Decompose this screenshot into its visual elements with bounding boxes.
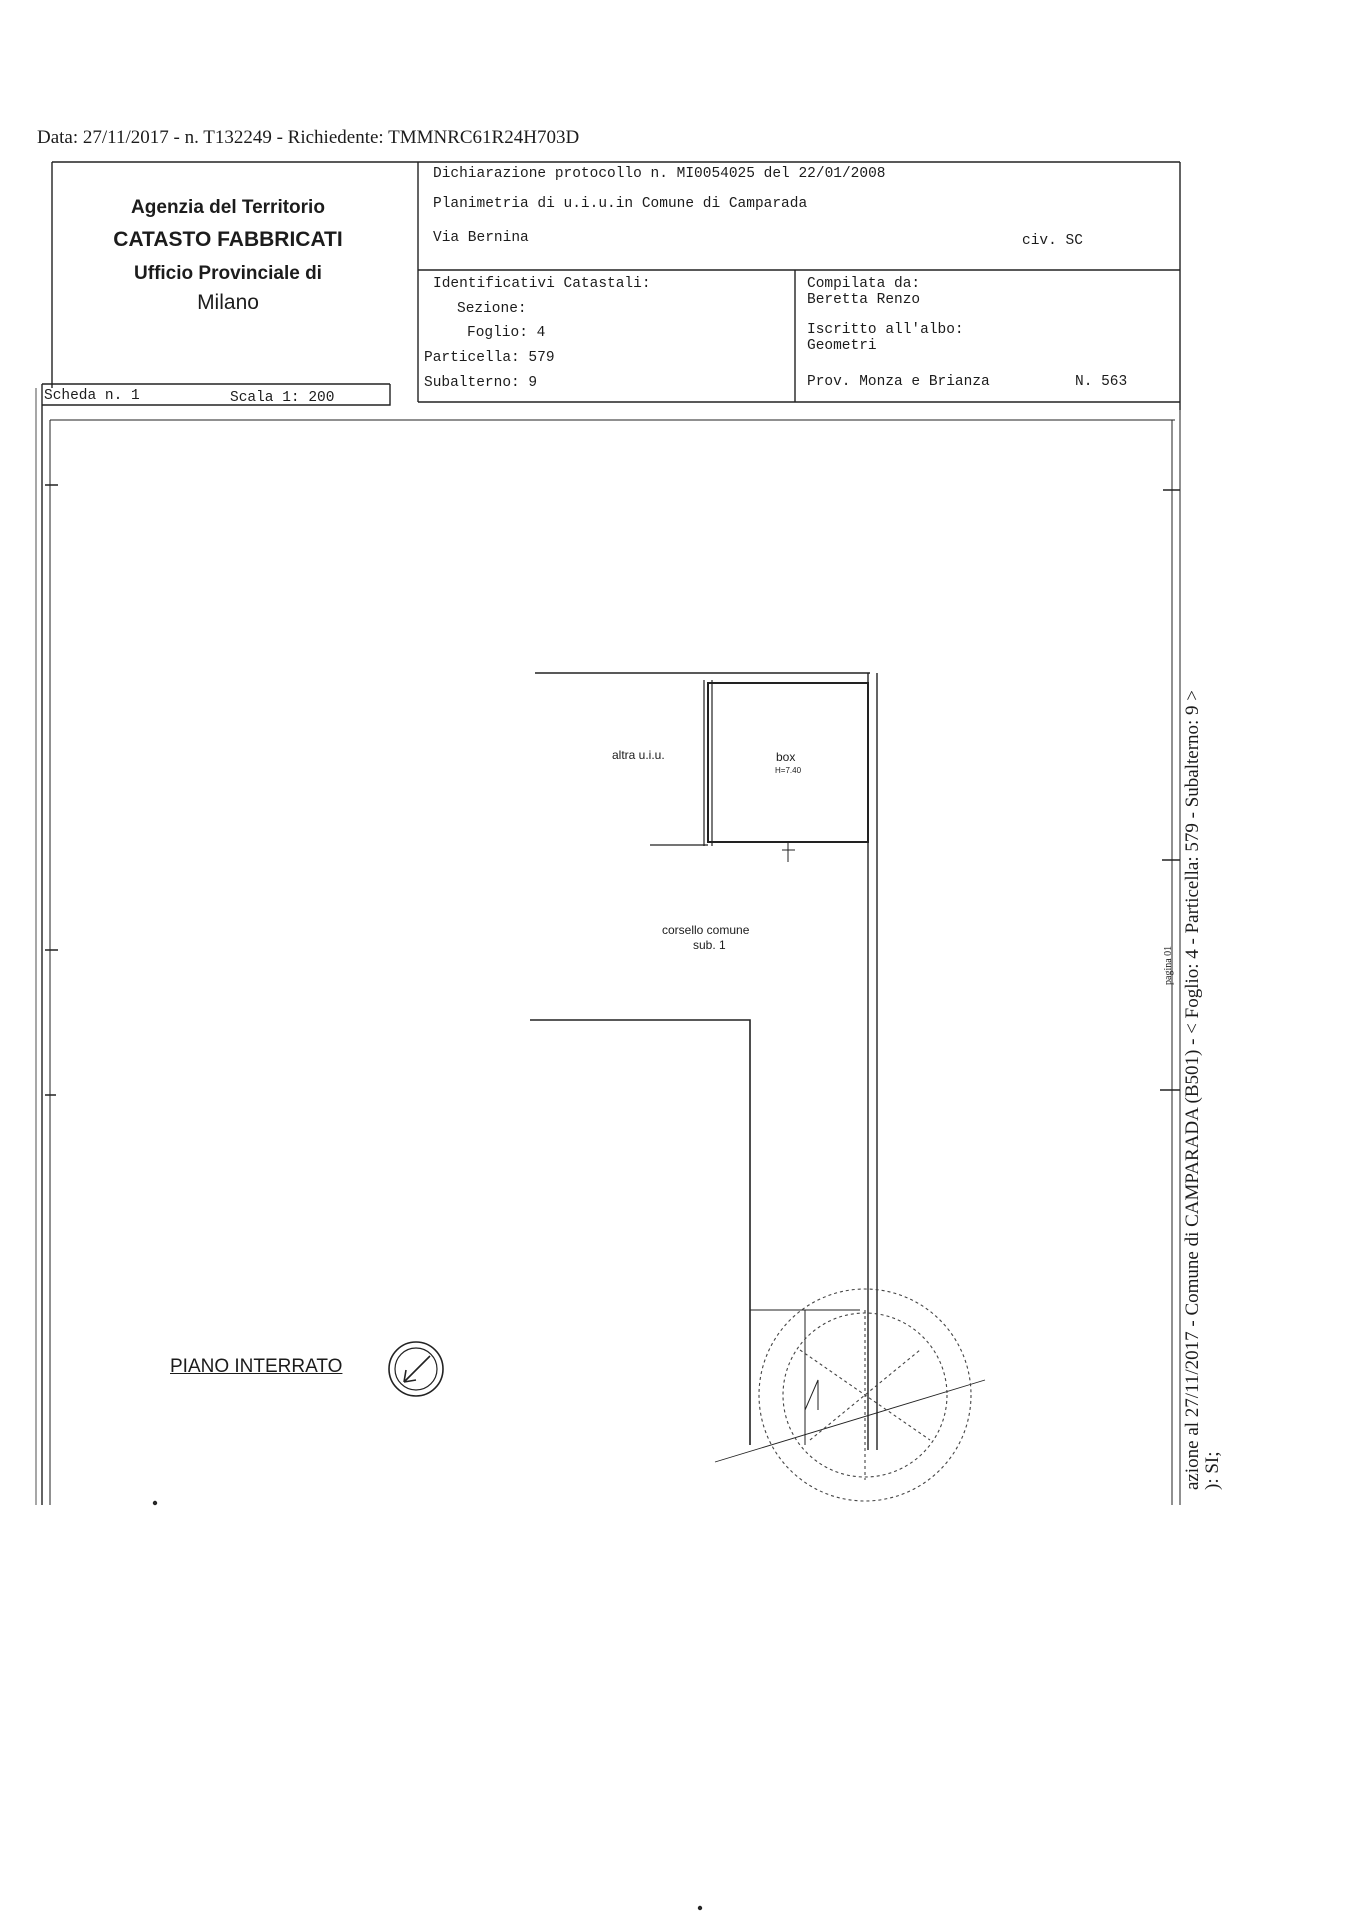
official-stamp xyxy=(759,1289,971,1501)
albo-value: Geometri xyxy=(807,338,877,354)
agency-line2: CATASTO FABBRICATI xyxy=(113,228,343,251)
request-line: Data: 27/11/2017 - n. T132249 - Richiedente: TMMNRC61R24H703D xyxy=(37,127,580,148)
albo-label: Iscritto all'albo: xyxy=(807,322,964,338)
corsello-label: corsello comune xyxy=(662,923,750,937)
identifiers-heading: Identificativi Catastali: xyxy=(433,276,651,292)
agency-line3: Ufficio Provinciale di xyxy=(134,263,322,284)
side-annotation: azione al 27/11/2017 - Comune di CAMPARADA (B501) - < Foglio: 4 - Particella: 579 - Subalterno: 9 > xyxy=(1182,689,1203,1490)
sub-label: sub. 1 xyxy=(693,938,726,952)
box-label: box xyxy=(776,750,796,764)
compiled-heading: Compilata da: xyxy=(807,276,921,292)
drawing-frame xyxy=(50,410,1180,1505)
civic-text: civ. SC xyxy=(1022,233,1083,249)
albo-number: N. 563 xyxy=(1075,374,1128,390)
province-text: Prov. Monza e Brianza xyxy=(807,374,990,390)
address-text: Via Bernina xyxy=(433,230,529,246)
side-small-text: pagina 01 xyxy=(1163,945,1174,985)
foglio-text: Foglio: 4 xyxy=(467,325,546,341)
sezione-text: Sezione: xyxy=(457,301,527,317)
protocol-text: Dichiarazione protocollo n. MI0054025 del 22/01/2008 xyxy=(433,166,886,182)
scheda-text: Scheda n. 1 xyxy=(44,388,140,404)
scala-text: Scala 1: 200 xyxy=(230,390,335,406)
side-annotation-2: ): SI; xyxy=(1202,1451,1223,1490)
box-height-label: H=7.40 xyxy=(775,766,802,775)
agency-line1: Agenzia del Territorio xyxy=(131,197,325,218)
compiled-name: Beretta Renzo xyxy=(807,292,921,308)
altra-uiu-label: altra u.i.u. xyxy=(612,748,665,762)
particella-text: Particella: 579 xyxy=(424,350,555,366)
subalterno-text: Subalterno: 9 xyxy=(424,375,538,391)
corridor-walls xyxy=(530,1020,750,1445)
piano-interrato-label: PIANO INTERRATO xyxy=(170,1356,343,1377)
agency-line4: Milano xyxy=(197,291,259,314)
plan-text: Planimetria di u.i.u.in Comune di Camparada xyxy=(433,196,808,212)
